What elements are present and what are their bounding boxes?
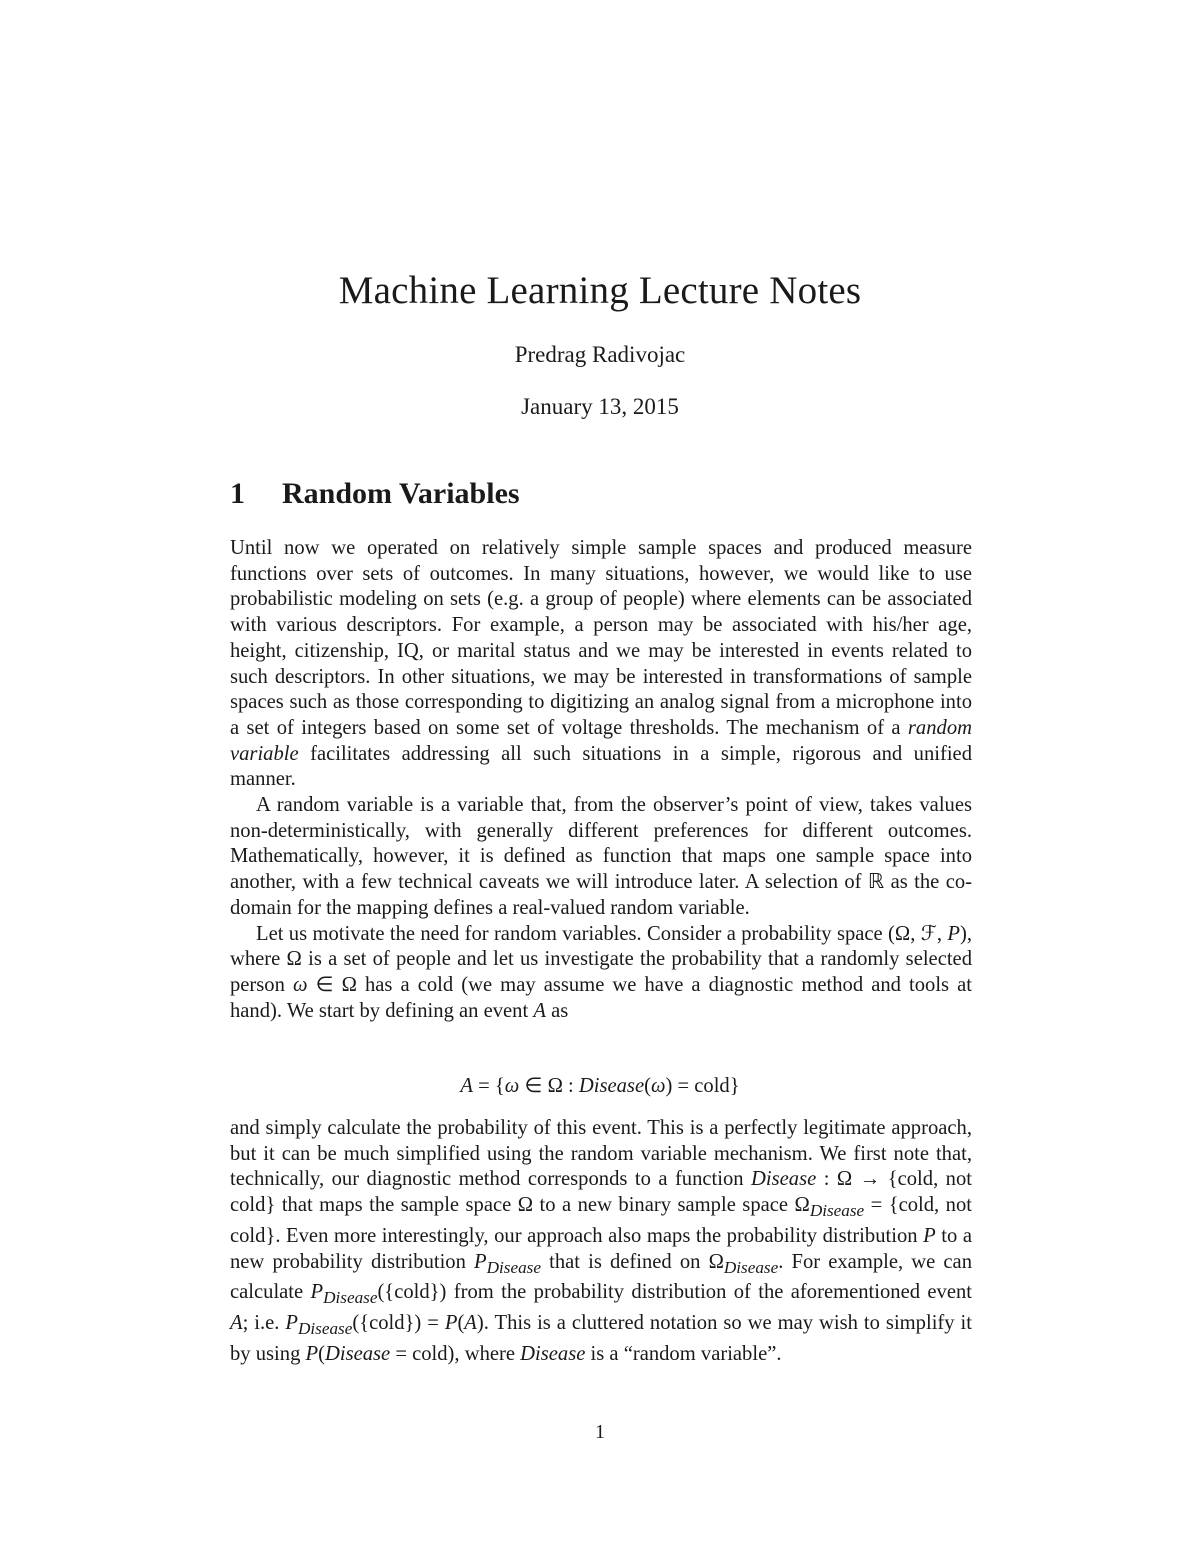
p4-text-7: to a new probability distribution xyxy=(230,1224,972,1273)
p4-text-20: ({cold}) = xyxy=(352,1312,445,1335)
p4-math-disease: Disease xyxy=(751,1168,817,1191)
page-number: 1 xyxy=(595,1421,605,1443)
p4-text-28: = cold), where xyxy=(390,1343,521,1366)
p4-math-P-2: P xyxy=(474,1250,487,1273)
body-text-lower xyxy=(230,1116,972,1368)
p4-math-A-2: A xyxy=(464,1312,477,1335)
p4-math-A: A xyxy=(230,1312,243,1335)
paragraph-4 xyxy=(230,1116,972,1368)
math-omega: ω xyxy=(292,973,308,996)
paragraph-1-text-b: facilitates addressing all such situations in a simple, rigorous and unified manner. xyxy=(230,742,972,791)
p4-math-P-4: P xyxy=(285,1312,299,1335)
paragraph-3-text-d: as xyxy=(545,999,569,1022)
p4-sub-disease-2: Disease xyxy=(486,1257,541,1277)
p4-math-P: P xyxy=(923,1224,936,1247)
eq-disease: Disease xyxy=(578,1075,645,1097)
paragraph-3 xyxy=(230,922,972,1025)
eq-lhs: A xyxy=(460,1075,473,1097)
p4-text-15: ({cold}) from the probability distribution of the aforementioned event xyxy=(377,1281,972,1304)
eq-part-a: = { xyxy=(472,1075,505,1097)
p4-text-10: that is defined on Ω xyxy=(540,1250,724,1273)
p4-sub-disease: Disease xyxy=(809,1201,865,1221)
p4-text-12: . For example, we can calculate xyxy=(230,1250,972,1304)
eq-omega: ω xyxy=(504,1075,520,1097)
section-title: Random Variables xyxy=(282,477,520,510)
p4-sub-disease-5: Disease xyxy=(298,1319,353,1339)
section-number: 1 xyxy=(230,477,245,510)
document-author: Predrag Radivojac xyxy=(514,342,686,367)
eq-part-d: ) = cold} xyxy=(665,1075,740,1097)
math-P: P xyxy=(947,922,960,945)
p4-math-P-3: P xyxy=(310,1281,324,1304)
p4-math-disease-3: Disease xyxy=(520,1343,586,1366)
p4-math-P-6: P xyxy=(305,1343,319,1366)
p4-text-24: ). This is a cluttered notation so we may wish to simplify it by using xyxy=(230,1312,972,1366)
paragraph-3-text-b: ), where Ω is a set of people and let us investigate the probability that a randomly selected person xyxy=(230,922,972,996)
p4-sub-disease-4: Disease xyxy=(323,1288,378,1308)
paragraph-3-text-a: Let us motivate the need for random variables. Consider a probability space (Ω, ℱ, xyxy=(256,922,948,945)
paragraph-1-emphasis: random variable xyxy=(230,716,972,765)
p4-text-22: ( xyxy=(457,1312,465,1335)
p4-math-P-5: P xyxy=(444,1312,458,1335)
body-text-upper xyxy=(230,536,972,1024)
math-A: A xyxy=(533,999,546,1022)
p4-text-3: : Ω → {cold, not cold} that maps the sample space Ω to a new binary sample space Ω xyxy=(230,1168,972,1217)
eq-part-c: ( xyxy=(644,1075,651,1097)
section-heading xyxy=(230,477,520,511)
p4-math-disease-2: Disease xyxy=(324,1343,391,1366)
paragraph-3-text-c: ∈ Ω has a cold (we may assume we have a diagnostic method and tools at hand). We start by defining an event xyxy=(230,973,972,1022)
p4-text-1: and simply calculate the probability of this event. This is a perfectly legitimate approach, but it can be much simplified using the random variable mechanism. We first note that, technically, our diagnostic method corresponds to a function xyxy=(230,1117,972,1191)
document-title: Machine Learning Lecture Notes xyxy=(338,269,862,312)
paragraph-1-text-a: Until now we operated on relatively simple sample spaces and produced measure functions over sets of outcomes. In many situations, however, we would like to use probabilistic modeling on sets (e.g. a group of people) where elements can be associated with various descriptors. For example, a person may be associated with his/her age, height, citizenship, IQ, or marital status and we may be interested in events related to such descriptors. In other situations, we may be interested in transformations of sample spaces such as those corresponding to digitizing an analog signal from a microphone into a set of integers based on some set of voltage thresholds. The mechanism of a xyxy=(230,537,972,739)
p4-text-5: = {cold, not cold}. Even more interestingly, our approach also maps the probability distribution xyxy=(230,1194,972,1247)
document-date: January 13, 2015 xyxy=(521,394,679,419)
p4-sub-disease-3: Disease xyxy=(723,1257,779,1277)
paragraph-1 xyxy=(230,536,972,793)
p4-text-17: ; i.e. xyxy=(242,1312,286,1335)
display-equation xyxy=(0,1073,1200,1098)
eq-omega-2: ω xyxy=(650,1075,666,1097)
p4-text-30: is a “random variable”. xyxy=(585,1343,782,1366)
p4-text-26: ( xyxy=(318,1343,325,1366)
paragraph-2: A random variable is a variable that, from the observer’s point of view, takes values non-deterministically, with generally different preferences for different outcomes. Mathematically, however, it is defined as function that maps one sample space into another, with a few technical caveats we will introduce later. A selection of ℝ as the co-domain for the mapping defines a real-valued random variable. xyxy=(230,794,972,919)
eq-part-b: ∈ Ω : xyxy=(519,1075,579,1097)
